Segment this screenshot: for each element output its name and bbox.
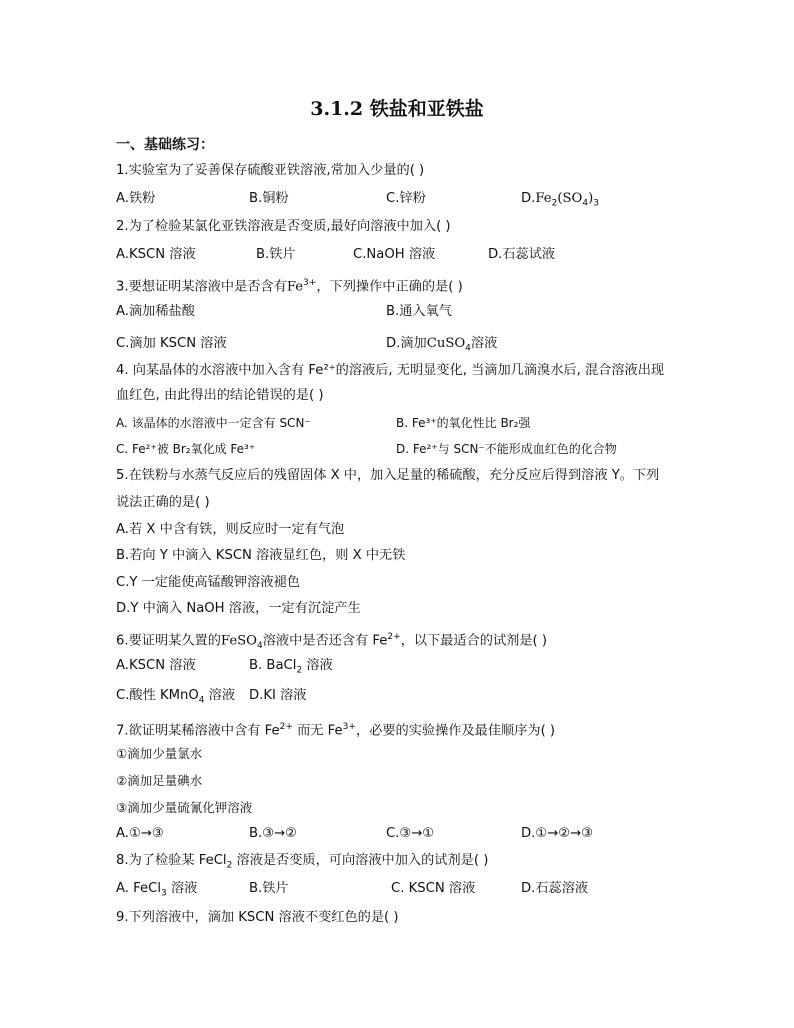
question-4-stem-line2: 血红色, 由此得出的结论错误的是( )	[116, 388, 324, 403]
option-c: C.酸性 KMnO$_4$ 溶液	[116, 688, 236, 706]
question-3-stem: 3.要想证明某溶液中是否含有$Fe^{3+}$，下列操作中正确的是( )	[116, 278, 463, 295]
option-d: $D.Fe_2(SO_4)_3$	[521, 191, 599, 209]
option-c: C.锌粉	[386, 191, 426, 206]
option-d: D.①→②→③	[521, 826, 593, 841]
option-c: C.NaOH 溶液	[353, 247, 436, 262]
question-4-options-row1	[116, 414, 686, 432]
step-1: ①滴加少量氯水	[116, 746, 203, 761]
question-9-stem: 9.下列溶液中，滴加 KSCN 溶液不变红色的是( )	[116, 910, 399, 925]
option-b: B.铜粉	[249, 191, 289, 206]
question-1-stem: 1.实验室为了妥善保存硫酸亚铁溶液,常加入少量的( )	[116, 163, 425, 178]
question-6-options-row1	[116, 657, 686, 675]
option-a: A.若 X 中含有铁，则反应时一定有气泡	[116, 522, 345, 537]
option-b: B.通入氧气	[386, 304, 452, 319]
option-a: A.KSCN 溶液	[116, 658, 196, 673]
option-a: A. FeCl$_3$ 溶液	[116, 881, 198, 899]
question-7-stem: 7.欲证明某稀溶液中含有 $Fe^{2+}$ 而无 $Fe^{3+}$，必要的实验操作及最佳顺序为( )	[116, 722, 556, 739]
question-3-options-row1	[116, 303, 686, 321]
option-c: C. KSCN 溶液	[391, 881, 476, 896]
question-4-options-row2	[116, 440, 686, 458]
section-heading: 一、基础练习：	[116, 137, 214, 153]
option-d: D.滴加CuSO$_4$溶液	[386, 336, 498, 354]
option-d: D.石蕊试液	[488, 247, 556, 262]
option-a: A.KSCN 溶液	[116, 247, 196, 262]
step-3: ③滴加少量硫氰化钾溶液	[116, 800, 253, 815]
option-d: D. Fe²⁺与 SCN⁻不能形成血红色的化合物	[396, 442, 617, 456]
option-c: C.Y 一定能使高锰酸钾溶液褪色	[116, 575, 300, 590]
question-2-stem: 2.为了检验某氯化亚铁溶液是否变质,最好向溶液中加入( )	[116, 219, 451, 234]
option-c: C.滴加 KSCN 溶液	[116, 336, 227, 351]
option-d: D.石蕊溶液	[521, 881, 589, 896]
option-b: B.③→②	[249, 826, 297, 841]
option-a: A.滴加稀盐酸	[116, 304, 195, 319]
page-title: 3.1.2 铁盐和亚铁盐	[310, 98, 484, 120]
option-c: C.③→①	[386, 826, 435, 841]
option-d: D.KI 溶液	[249, 688, 307, 703]
question-8-stem: 8.为了检验某 FeCl$_2$ 溶液是否变质，可向溶液中加入的试剂是( )	[116, 853, 489, 871]
question-6-stem: 6.要证明某久置的FeSO$_4$溶液中是否还含有 $Fe^{2+}$，以下最适合的试剂是( )	[116, 632, 548, 652]
option-b: B. BaCl$_2$ 溶液	[249, 658, 333, 676]
question-2-options	[116, 246, 686, 264]
option-a: A.①→③	[116, 826, 164, 841]
question-8-options	[116, 880, 686, 898]
question-1-options	[116, 190, 686, 208]
question-7-options	[116, 825, 686, 843]
question-6-options-row2	[116, 687, 686, 705]
option-b: B.若向 Y 中滴入 KSCN 溶液显红色，则 X 中无铁	[116, 548, 406, 563]
option-d: D.Y 中滴入 NaOH 溶液，一定有沉淀产生	[116, 601, 361, 616]
option-b: B.铁片	[256, 247, 296, 262]
step-2: ②滴加足量碘水	[116, 773, 203, 788]
option-b: B.铁片	[249, 881, 289, 896]
question-3-options-row2	[116, 335, 686, 353]
question-5-stem-line2: 说法正确的是( )	[116, 495, 210, 510]
option-b: B. Fe³⁺的氧化性比 Br₂强	[396, 416, 531, 430]
option-c: C. Fe²⁺被 Br₂氧化成 Fe³⁺	[116, 442, 256, 456]
question-5-stem-line1: 5.在铁粉与水蒸气反应后的残留固体 X 中，加入足量的稀硫酸，充分反应后得到溶液 Y。下列	[116, 468, 660, 483]
option-a: A.铁粉	[116, 191, 156, 206]
option-a: A. 该晶体的水溶液中一定含有 SCN⁻	[116, 416, 311, 430]
question-4-stem-line1: 4. 向某晶体的水溶液中加入含有 Fe²⁺的溶液后, 无明显变化, 当滴加几滴溴水后, 混合溶液出现	[116, 363, 665, 378]
